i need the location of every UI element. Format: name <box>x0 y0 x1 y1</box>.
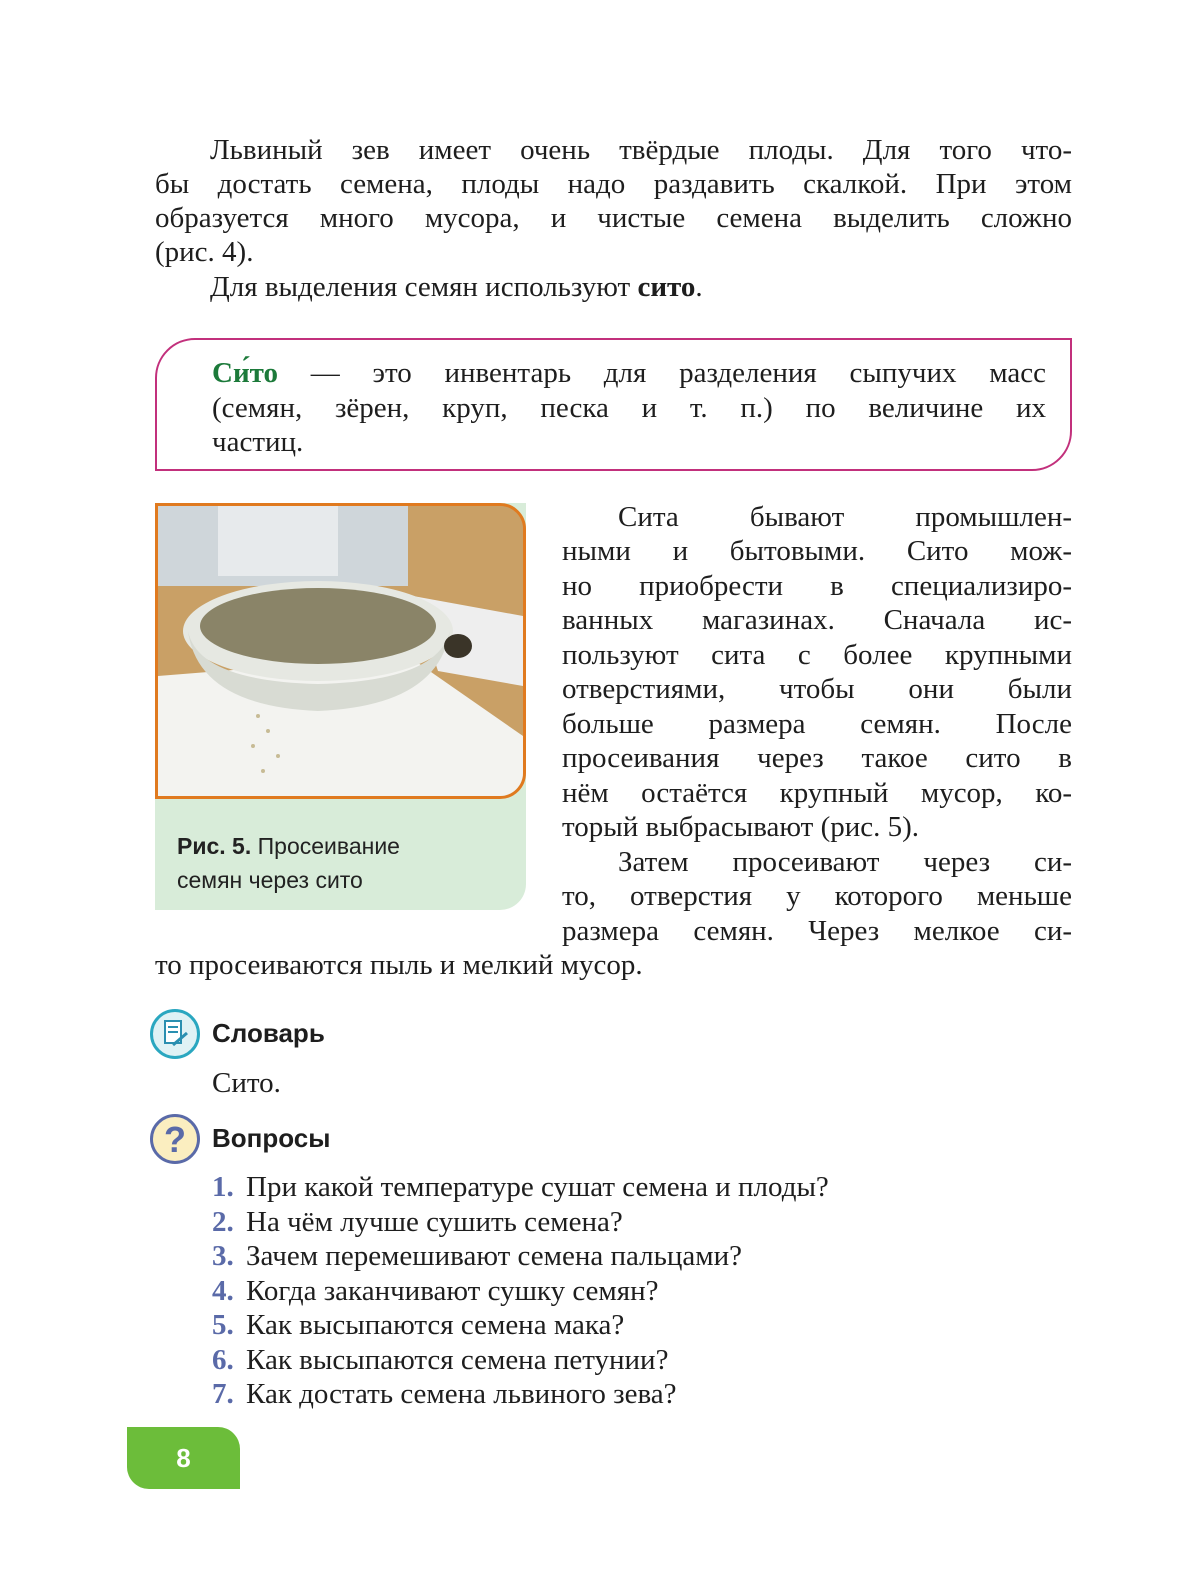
text-line: Сита бывают промышлен- <box>618 501 1072 533</box>
text: Для выделения семян используют <box>210 271 638 303</box>
text-line: размера семян. Через мелкое си- <box>562 915 1072 947</box>
question-text: Как достать семена львиного зева? <box>246 1378 677 1410</box>
text-line: нём остаётся крупный мусор, ко- <box>562 777 1072 809</box>
question-item <box>212 1308 624 1342</box>
definition-box <box>155 338 1072 471</box>
question-text: Зачем перемешивают семена пальцами? <box>246 1240 742 1272</box>
text-line: Львиный зев имеет очень твёрдые плоды. Для того что- <box>210 134 1072 166</box>
question-text: На чём лучше сушить семена? <box>246 1206 623 1238</box>
text-line: то просеиваются пыль и мелкий мусор. <box>155 949 643 981</box>
caption-text: Просеивание <box>257 833 400 859</box>
figure-label: Рис. 5. <box>177 833 252 859</box>
questions-heading: Вопросы <box>212 1123 331 1153</box>
text-line <box>210 270 1072 304</box>
text-line: бы достать семена, плоды надо раздавить скалкой. При этом <box>155 168 1072 200</box>
figure-caption <box>177 829 400 897</box>
text-line: просеивания через такое сито в <box>562 742 1072 774</box>
question-number: 5. <box>212 1309 234 1341</box>
question-number: 1. <box>212 1171 234 1203</box>
question-icon: ? <box>150 1114 200 1164</box>
dictionary-heading: Словарь <box>212 1018 325 1048</box>
question-text: Как высыпаются семена петунии? <box>246 1344 669 1376</box>
page-number: 8 <box>127 1427 240 1489</box>
text-line: отверстиями, чтобы они были <box>562 673 1072 705</box>
text-line: (семян, зёрен, круп, песка и т. п.) по величине их <box>212 392 1046 424</box>
question-number: 4. <box>212 1275 234 1307</box>
question-number: 2. <box>212 1206 234 1238</box>
text-line: пользуют сита с более крупными <box>562 639 1072 671</box>
bold-term: сито <box>637 271 696 303</box>
text-line: частиц. <box>212 426 304 458</box>
question-text: Как высыпаются семена мака? <box>246 1309 625 1341</box>
question-item <box>212 1170 829 1204</box>
sieve-photo <box>155 503 526 799</box>
text-line: ванных магазинах. Сначала ис- <box>562 604 1072 636</box>
question-text: Когда заканчивают сушку семян? <box>246 1275 659 1307</box>
text-line: Затем просеивают через си- <box>618 846 1072 878</box>
question-item <box>212 1239 742 1273</box>
notebook-pen-icon <box>150 1009 200 1059</box>
text-line: образуется много мусора, и чистые семена выделить сложно <box>155 202 1072 234</box>
question-number: 3. <box>212 1240 234 1272</box>
question-text: При какой температуре сушат семена и плоды? <box>246 1171 829 1203</box>
text: — это инвентарь для разделения сыпучих масс <box>278 357 1046 389</box>
question-item <box>212 1274 659 1308</box>
text-line: торый выбрасывают (рис. 5). <box>562 811 920 843</box>
text-line: (рис. 4). <box>155 236 254 268</box>
question-item <box>212 1377 677 1411</box>
text-line <box>212 356 1046 390</box>
text-line: то, отверстия у которого меньше <box>562 880 1072 912</box>
question-item <box>212 1205 623 1239</box>
text-line: больше размера семян. После <box>562 708 1072 740</box>
question-number: 6. <box>212 1344 234 1376</box>
question-number: 7. <box>212 1378 234 1410</box>
caption-text: семян через сито <box>177 867 363 893</box>
text: . <box>695 271 703 303</box>
dictionary-text: Сито. <box>212 1067 281 1099</box>
figure-5 <box>155 503 526 910</box>
definition-term: Си́то <box>212 357 279 389</box>
text-line: но приобрести в специализиро- <box>562 570 1072 602</box>
question-item <box>212 1343 668 1377</box>
text-line: ными и бытовыми. Сито мож- <box>562 535 1072 567</box>
